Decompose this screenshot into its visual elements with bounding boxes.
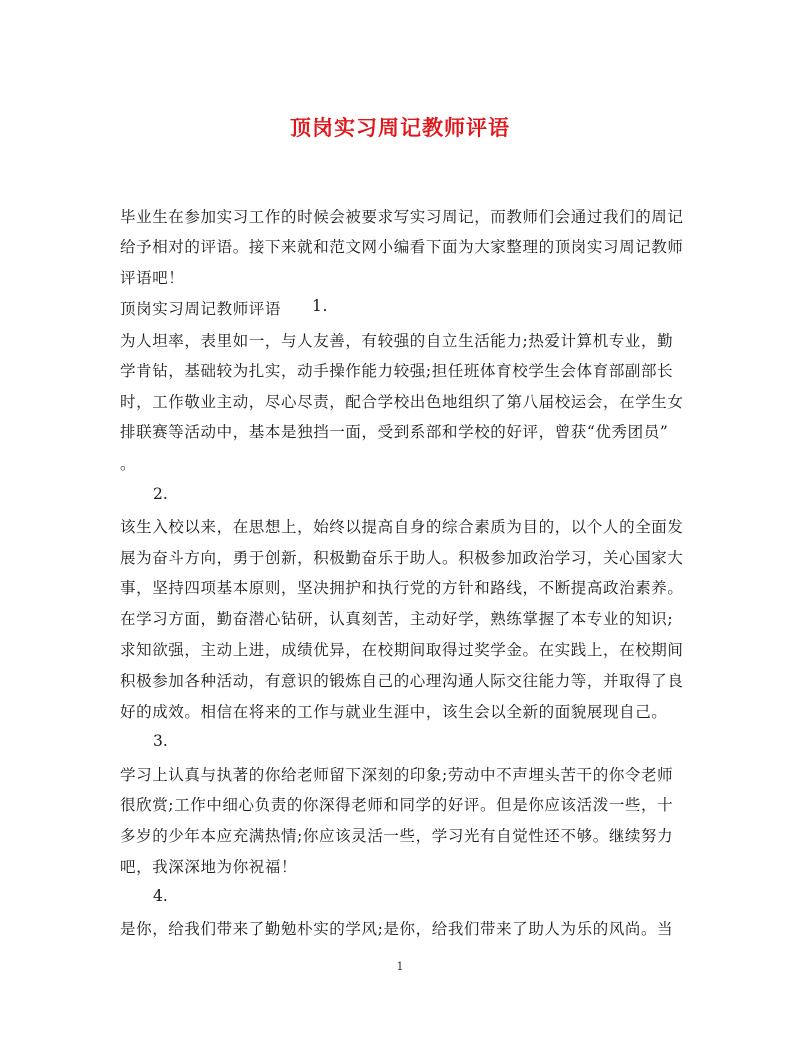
item2-line: 积极参加各种活动，有意识的锻炼自己的心理沟通人际交往能力等，并取得了良 [120,672,684,690]
item-number: 2. [153,485,168,503]
item2-line: 求知欲强，主动上进，成绩优异，在校期间取得过奖学金。在实践上，在校期间 [120,641,684,659]
item2-line: 展为奋斗方向，勇于创新，积极勤奋乐于助人。积极参加政治学习，关心国家大 [120,549,684,567]
intro-line: 毕业生在参加实习工作的时候会被要求写实习周记，而教师们会通过我们的周记 [120,208,684,226]
item2-line: 该生入校以来，在思想上，始终以提高自身的综合素质为目的，以个人的全面发 [120,518,684,536]
item3-line: 多岁的少年本应充满热情;你应该灵活一些，学习光有自觉性还不够。继续努力 [120,827,674,845]
item-number: 3. [153,732,168,750]
item1-line: 为人坦率，表里如一，与人友善，有较强的自立生活能力;热爱计算机专业，勤 [120,332,674,350]
item3-line: 吧，我深深地为你祝福！ [120,858,298,876]
item2-line: 好的成效。相信在将来的工作与就业生涯中，该生会以全新的面貌展现自己。 [120,703,668,721]
item1-line: 。 [120,455,137,473]
document-title: 顶岗实习周记教师评语 [290,115,510,140]
item-number: 4. [153,887,168,905]
section-heading-number: 1. [312,297,328,315]
section-heading-label: 顶岗实习周记教师评语 [120,300,282,318]
item1-line: 时，工作敬业主动，尽心尽责，配合学校出色地组织了第八届校运会，在学生女 [120,393,684,411]
item1-line: 学肯钻，基础较为扎实，动手操作能力较强;担任班体育校学生会体育部副部长 [120,362,674,380]
item2-line: 在学习方面，勤奋潜心钻研，认真刻苦，主动好学，熟练掌握了本专业的知识; [120,610,674,628]
intro-line: 评语吧！ [120,269,185,287]
item3-line: 很欣赏;工作中细心负责的你深得老师和同学的好评。但是你应该活泼一些，十 [120,796,674,814]
item2-line: 事，坚持四项基本原则，坚决拥护和执行党的方针和路线，不断提高政治素养。 [120,579,684,597]
intro-line: 给予相对的评语。接下来就和范文网小编看下面为大家整理的顶岗实习周记教师 [120,238,684,256]
item3-line: 学习上认真与执著的你给老师留下深刻的印象;劳动中不声埋头苦干的你令老师 [120,766,674,784]
page-number: 1 [396,960,404,973]
item4-line: 是你，给我们带来了勤勉朴实的学风;是你，给我们带来了助人为乐的风尚。当 [120,920,674,938]
item1-line: 排联赛等活动中，基本是独挡一面，受到系部和学校的好评，曾获“优秀团员” [120,423,669,441]
